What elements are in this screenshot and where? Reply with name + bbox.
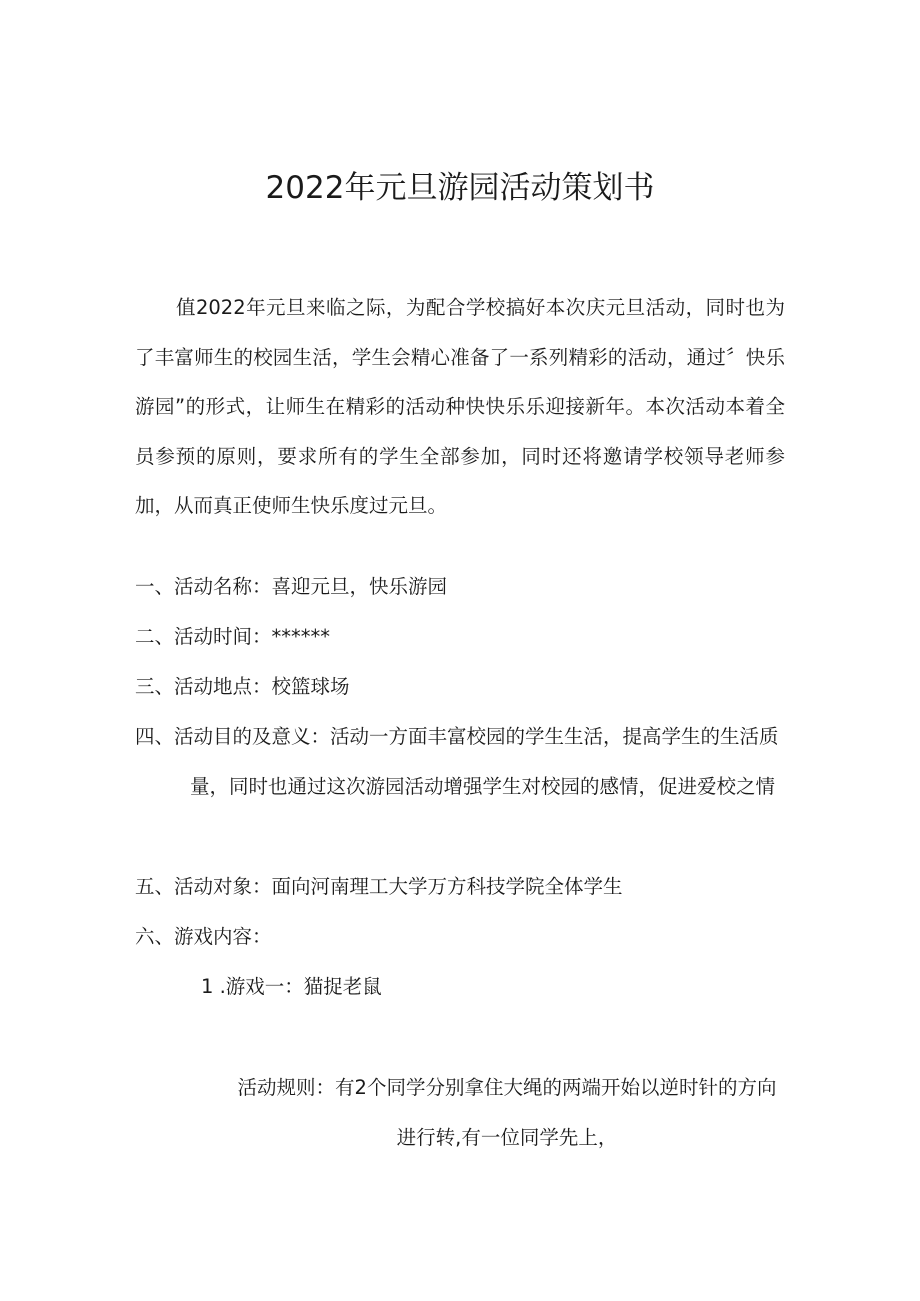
section-game-content: 六、游戏内容： [135, 925, 272, 948]
intro-paragraph: 值2022年元旦来临之际，为配合学校搞好本次庆元旦活动，同时也为了丰富师生的校园生活，学生会精心准备了一系列精彩的活动，通过〞快乐游园”的形式，让师生在精彩的活动种快快乐乐迎接新年。本次活动本着全员参预的原则，要求所有的学生全部参加，同时还将邀请学校领导老师参加，从而真正使师生快乐度过元旦。 [135, 296, 785, 517]
section-activity-purpose [135, 712, 780, 812]
section-activity-target: 五、活动对象：面向河南理工大学万方科技学院全体学生 [135, 875, 623, 898]
section-activity-time: 二、活动时间：****** [135, 625, 331, 648]
document-title: 2022年元旦游园活动策划书 [265, 170, 655, 206]
game-one-rule: 活动规则：有2个同学分别拿住大绳的两端开始以逆时针的方向进行转,有一位同学先上， [237, 1076, 777, 1149]
section-activity-purpose-text: 四、活动目的及意义：活动一方面丰富校园的学生生活，提高学生的生活质量，同时也通过这次游园活动增强学生对校园的感情，促进爱校之情 [135, 725, 779, 798]
game-one-heading: 1 .游戏一：猫捉老鼠 [201, 975, 382, 998]
section-activity-place: 三、活动地点：校篮球场 [135, 675, 350, 698]
section-activity-name: 一、活动名称：喜迎元旦，快乐游园 [135, 575, 448, 598]
